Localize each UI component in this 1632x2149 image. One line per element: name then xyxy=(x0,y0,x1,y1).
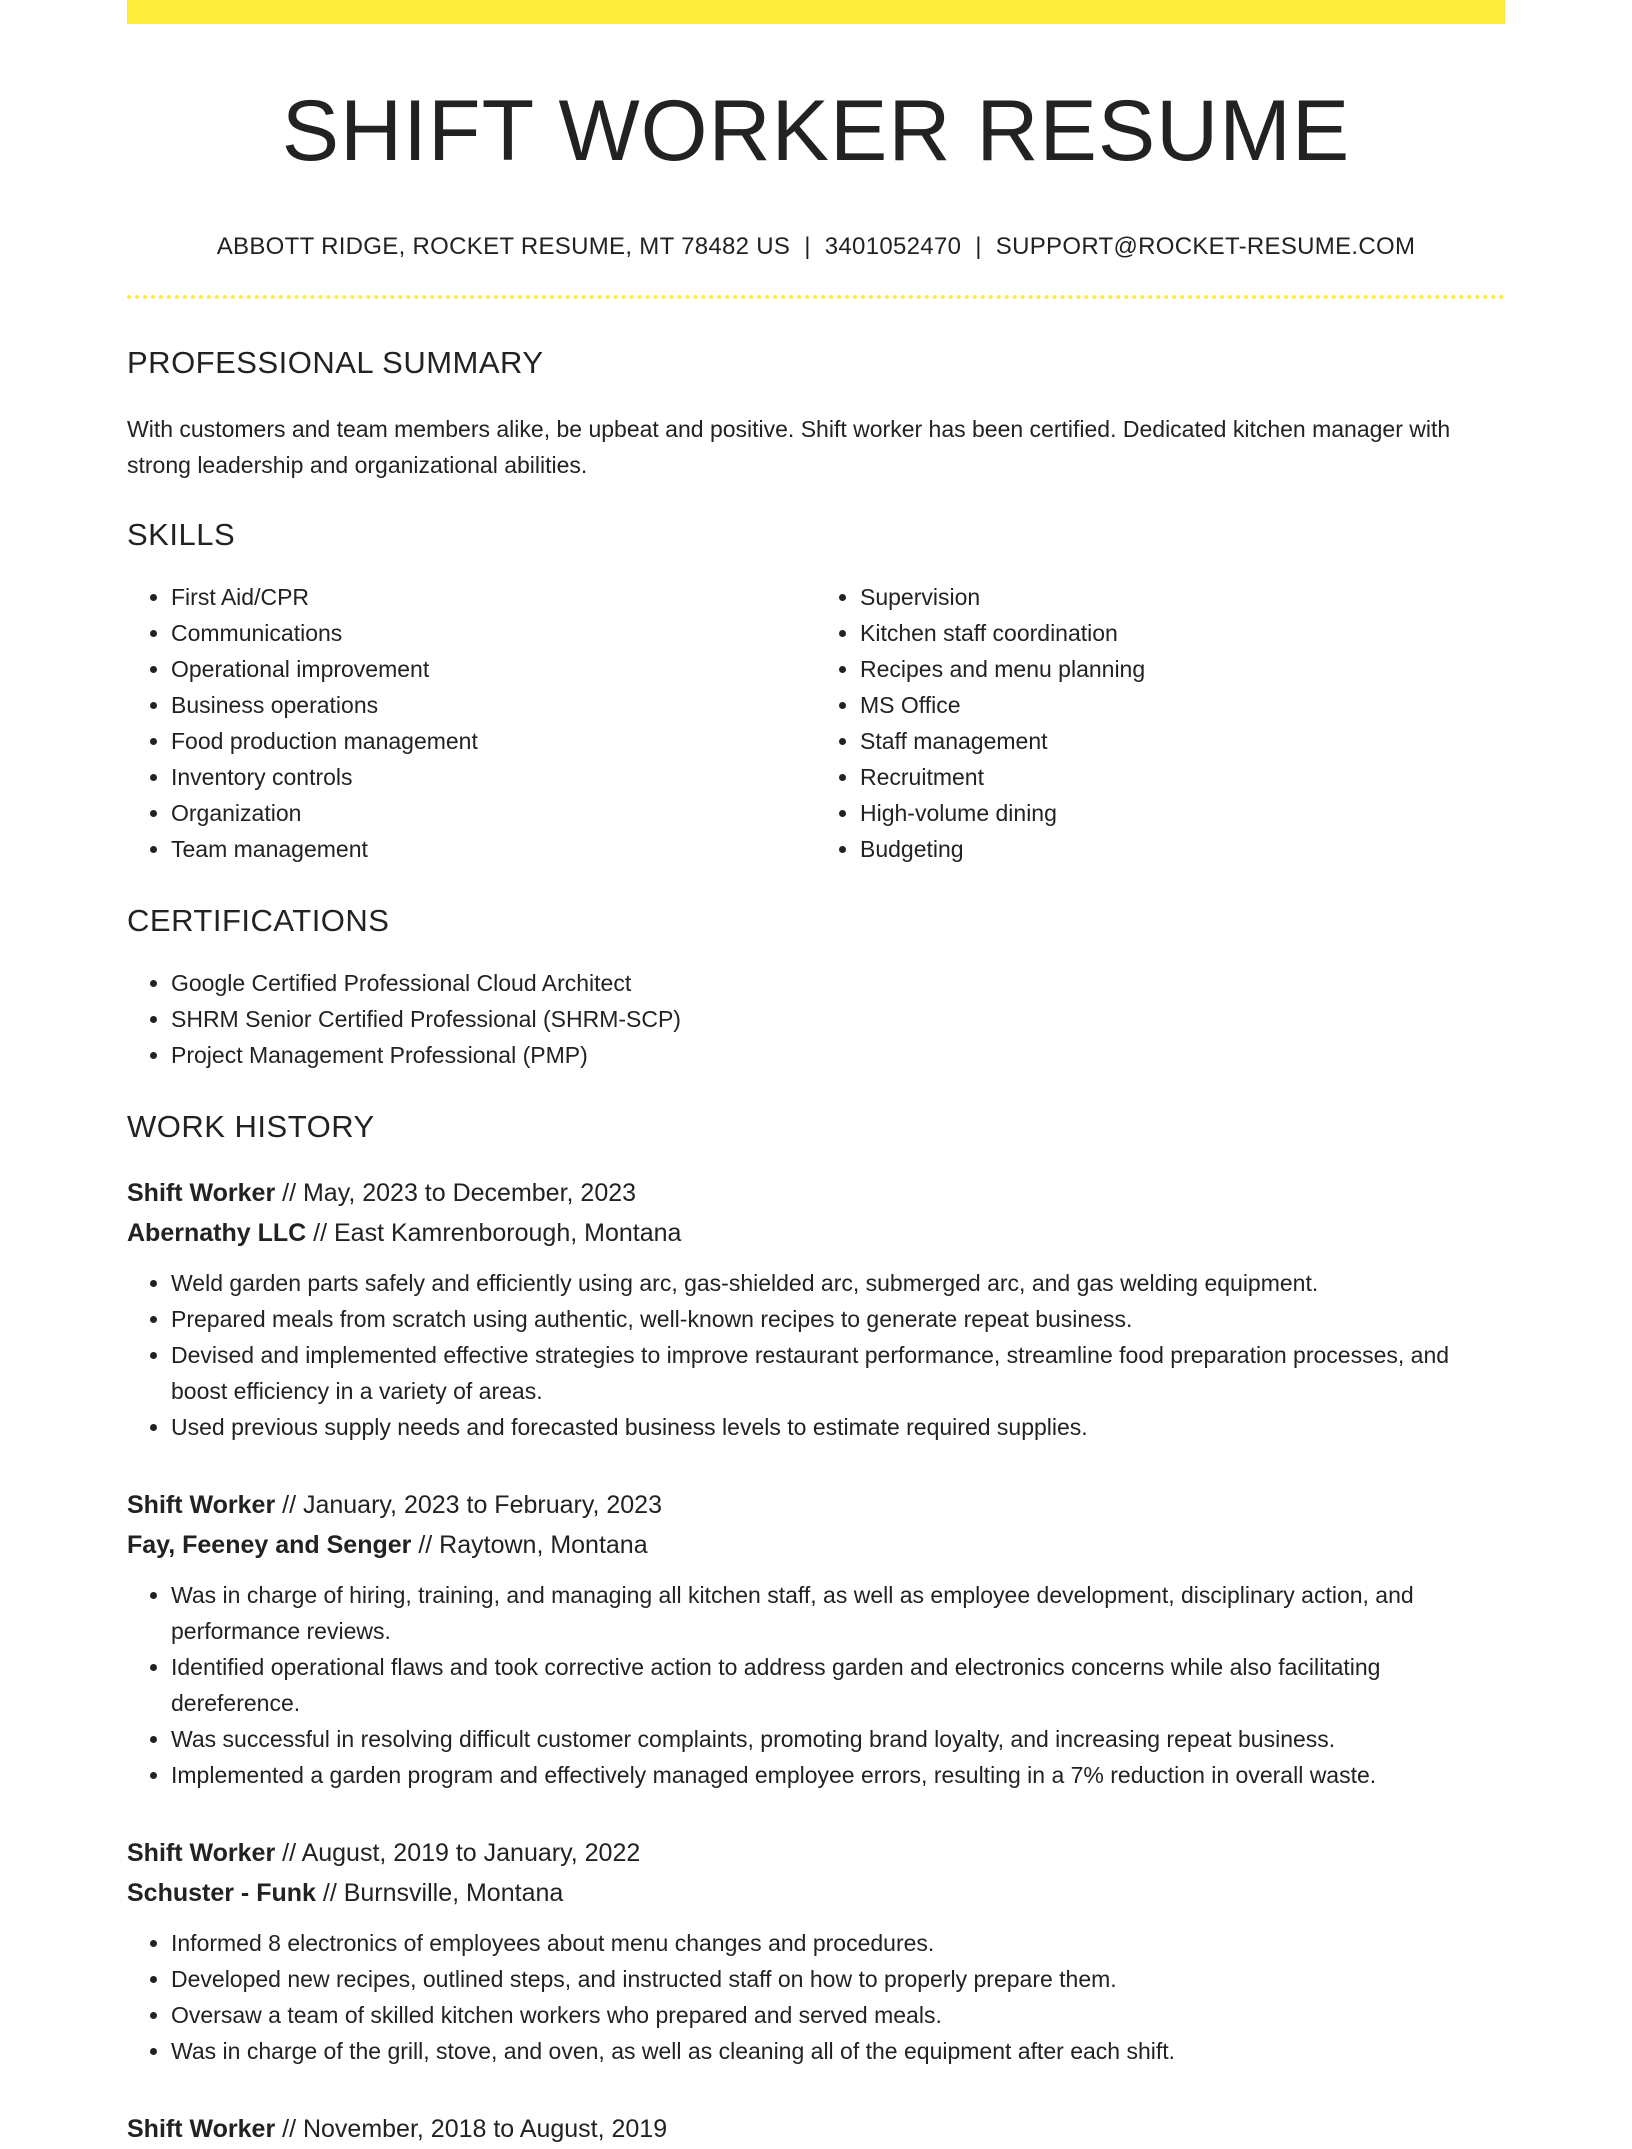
job-bullet: • Developed new recipes, outlined steps, and instructed staff on how to properly prepare them. xyxy=(171,1961,1505,1997)
skill-item: • First Aid/CPR xyxy=(171,579,816,615)
job-entry xyxy=(127,1173,1505,1445)
job-role: Shift Worker xyxy=(127,1490,276,1519)
skills-list-right xyxy=(816,579,1505,867)
job-company-line xyxy=(127,1525,1505,1565)
resume-page xyxy=(127,0,1505,2149)
job-divider: // xyxy=(275,1178,303,1207)
skill-item: • MS Office xyxy=(860,687,1505,723)
skills-heading: SKILLS xyxy=(127,516,236,552)
certification-item: • Project Management Professional (PMP) xyxy=(171,1037,1505,1073)
job-bullet: • Used previous supply needs and forecasted business levels to estimate required supplies. xyxy=(171,1409,1505,1445)
job-divider: // xyxy=(306,1218,334,1247)
skills-list-left xyxy=(127,579,816,867)
summary-text: With customers and team members alike, be upbeat and positive. Shift worker has been certified. Dedicated kitchen manager with strong leadership and organizational abilities. xyxy=(127,415,1451,478)
certifications-section xyxy=(127,903,1505,1073)
job-company: Schuster - Funk xyxy=(127,1878,316,1907)
job-company-line xyxy=(127,1873,1505,1913)
skill-item: • Communications xyxy=(171,615,816,651)
job-bullets xyxy=(127,1925,1505,2069)
job-bullet: • Was in charge of the grill, stove, and oven, as well as cleaning all of the equipment after each shift. xyxy=(171,2033,1505,2069)
skill-item: • Kitchen staff coordination xyxy=(860,615,1505,651)
job-title-line xyxy=(127,1173,1505,1213)
job-bullet: • Informed 8 electronics of employees about menu changes and procedures. xyxy=(171,1925,1505,1961)
job-dates: November, 2018 to August, 2019 xyxy=(302,2114,668,2143)
skill-item: • Team management xyxy=(171,831,816,867)
job-divider: // xyxy=(275,2114,303,2143)
skills-section xyxy=(127,517,1505,867)
certification-item: • Google Certified Professional Cloud Architect xyxy=(171,965,1505,1001)
summary-section xyxy=(127,345,1505,483)
job-location: East Kamrenborough, Montana xyxy=(333,1218,682,1247)
job-role: Shift Worker xyxy=(127,2114,276,2143)
work-history-section xyxy=(127,1109,1505,2149)
contact-line xyxy=(127,233,1505,261)
job-bullet: • Prepared meals from scratch using authentic, well-known recipes to generate repeat business. xyxy=(171,1301,1505,1337)
contact-email[interactable]: SUPPORT@ROCKET-RESUME.COM xyxy=(995,232,1416,260)
accent-bar xyxy=(127,0,1505,24)
job-divider: // xyxy=(315,1878,344,1907)
job-dates: May, 2023 to December, 2023 xyxy=(302,1178,637,1207)
job-company: Abernathy LLC xyxy=(127,1218,307,1247)
jobs-list xyxy=(127,1173,1505,2149)
job-entry xyxy=(127,1485,1505,1793)
job-bullet: • Was in charge of hiring, training, and managing all kitchen staff, as well as employee development, disciplinary action, and performance reviews. xyxy=(171,1577,1505,1649)
job-title-line xyxy=(127,1833,1505,1873)
skill-item: • Supervision xyxy=(860,579,1505,615)
job-role: Shift Worker xyxy=(127,1178,276,1207)
job-entry xyxy=(127,1833,1505,2069)
skill-item: • Staff management xyxy=(860,723,1505,759)
job-bullet: • Weld garden parts safely and efficiently using arc, gas-shielded arc, submerged arc, and gas welding equipment. xyxy=(171,1265,1505,1301)
job-divider: // xyxy=(275,1838,302,1867)
job-dates: January, 2023 to February, 2023 xyxy=(302,1490,662,1519)
resume-title: SHIFT WORKER RESUME xyxy=(281,83,1351,179)
job-dates: August, 2019 to January, 2022 xyxy=(301,1838,641,1867)
job-bullet: • Oversaw a team of skilled kitchen workers who prepared and served meals. xyxy=(171,1997,1505,2033)
job-bullets xyxy=(127,1577,1505,1793)
job-bullet: • Devised and implemented effective strategies to improve restaurant performance, streamline food preparation processes, and boost efficiency in a variety of areas. xyxy=(171,1337,1505,1409)
certification-item: • SHRM Senior Certified Professional (SHRM-SCP) xyxy=(171,1001,1505,1037)
summary-heading: PROFESSIONAL SUMMARY xyxy=(127,344,544,380)
skills-columns xyxy=(127,579,1505,867)
job-company: Fay, Feeney and Senger xyxy=(127,1530,412,1559)
skill-item: • Business operations xyxy=(171,687,816,723)
skill-item: • Food production management xyxy=(171,723,816,759)
job-role: Shift Worker xyxy=(127,1838,276,1867)
contact-separator: | xyxy=(804,232,811,260)
job-location: Raytown, Montana xyxy=(439,1530,648,1559)
job-divider: // xyxy=(275,1490,303,1519)
skill-item: • High-volume dining xyxy=(860,795,1505,831)
job-bullets xyxy=(127,1265,1505,1445)
job-bullet: • Was successful in resolving difficult customer complaints, promoting brand loyalty, and increasing repeat business. xyxy=(171,1721,1505,1757)
skill-item: • Recipes and menu planning xyxy=(860,651,1505,687)
skill-item: • Recruitment xyxy=(860,759,1505,795)
certifications-list xyxy=(127,965,1505,1073)
certifications-heading: CERTIFICATIONS xyxy=(127,902,390,938)
skill-item: • Inventory controls xyxy=(171,759,816,795)
job-entry xyxy=(127,2109,1505,2149)
job-title-line xyxy=(127,1485,1505,1525)
skill-item: • Organization xyxy=(171,795,816,831)
skill-item: • Budgeting xyxy=(860,831,1505,867)
job-bullet: • Implemented a garden program and effectively managed employee errors, resulting in a 7% reduction in overall waste. xyxy=(171,1757,1505,1793)
job-divider: // xyxy=(411,1530,440,1559)
contact-phone[interactable]: 3401052470 xyxy=(824,232,962,260)
job-title-line xyxy=(127,2109,1505,2149)
contact-separator: | xyxy=(975,232,982,260)
job-bullet: • Identified operational flaws and took corrective action to address garden and electronics concerns while also facilitating dereference. xyxy=(171,1649,1505,1721)
dotted-divider xyxy=(127,295,1505,299)
skill-item: • Operational improvement xyxy=(171,651,816,687)
job-company-line xyxy=(127,1213,1505,1253)
job-location: Burnsville, Montana xyxy=(343,1878,564,1907)
work-history-heading: WORK HISTORY xyxy=(127,1108,375,1144)
contact-address: ABBOTT RIDGE, ROCKET RESUME, MT 78482 US xyxy=(216,232,791,260)
